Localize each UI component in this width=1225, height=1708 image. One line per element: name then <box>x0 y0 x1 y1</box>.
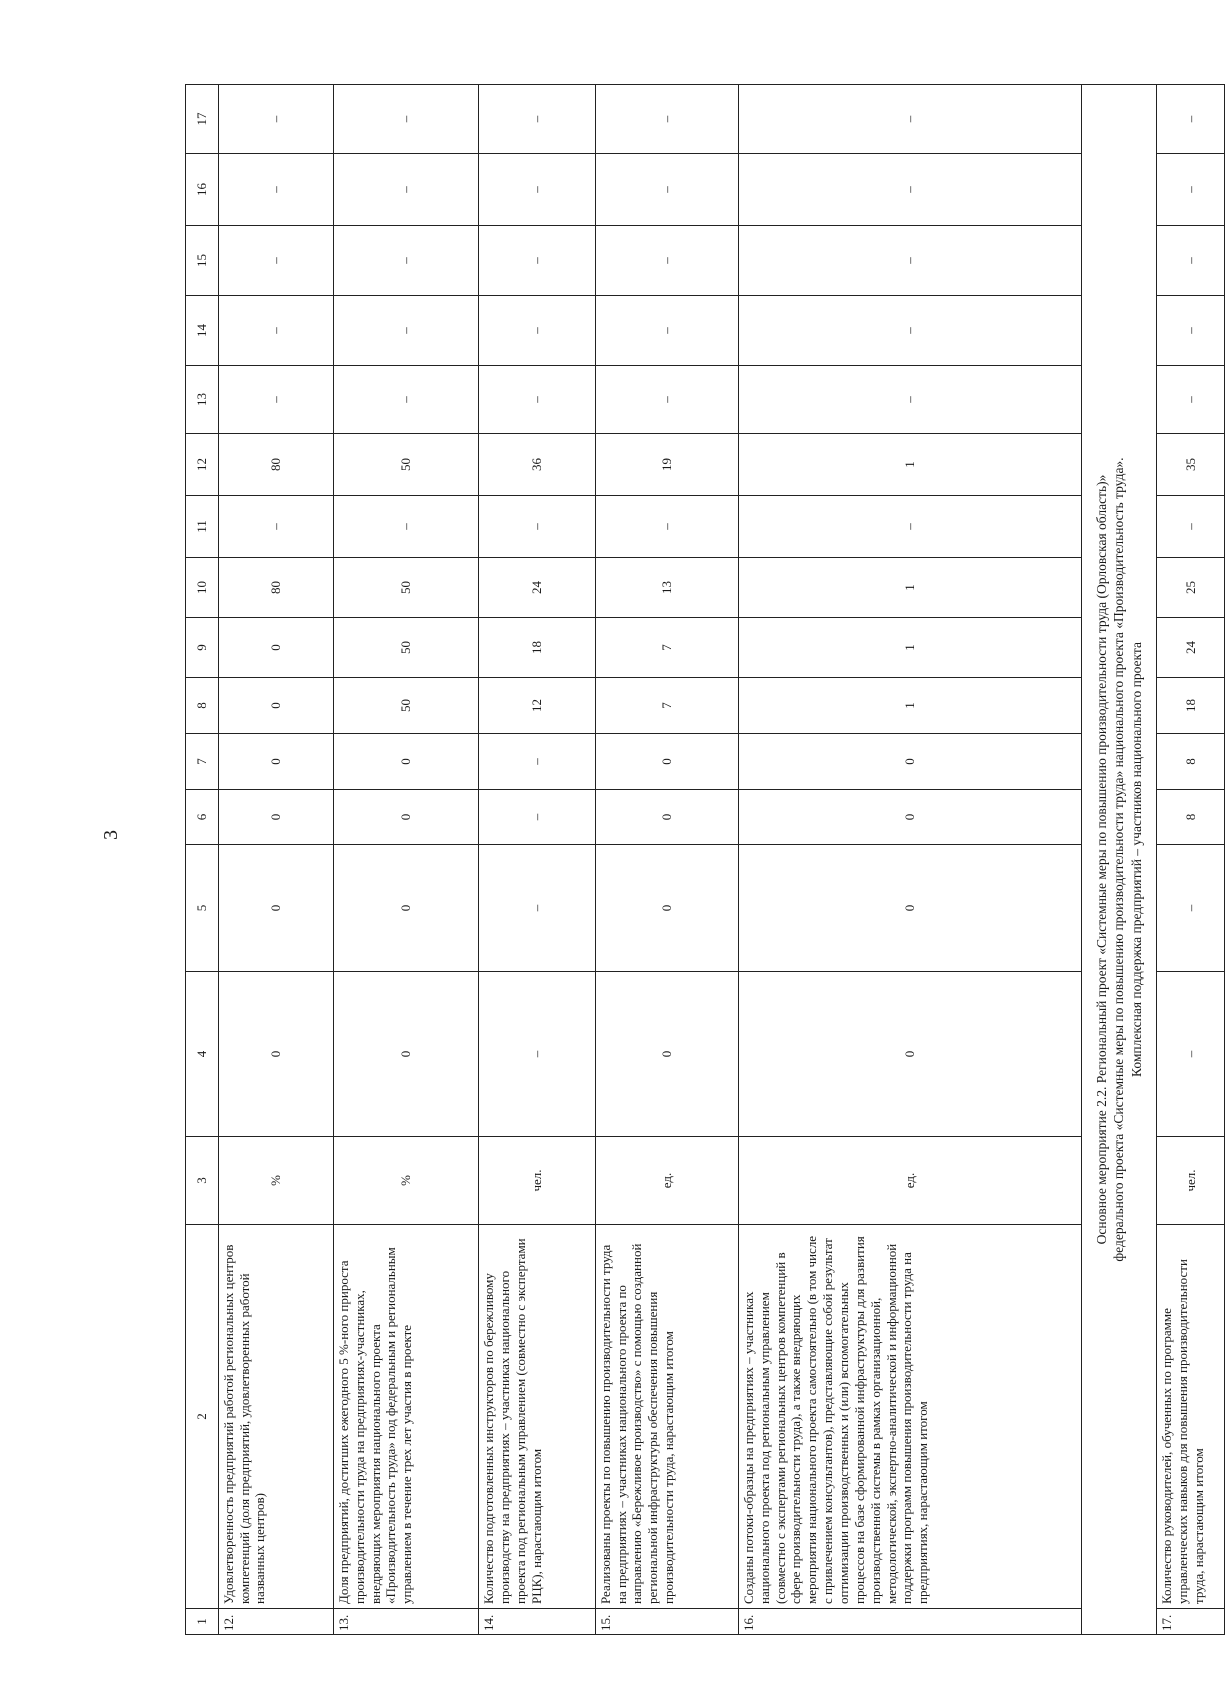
value-cell: 8 <box>1157 790 1225 845</box>
unit-cell: чел. <box>479 1137 595 1225</box>
value-cell: 1 <box>738 678 1081 734</box>
value-cell: 1 <box>738 434 1081 496</box>
header-cell: 17 <box>186 85 219 154</box>
value-cell: 0 <box>333 790 478 845</box>
value-cell: – <box>479 734 595 790</box>
value-cell: 50 <box>333 618 478 678</box>
row-number: 13. <box>333 1609 478 1635</box>
value-cell: – <box>479 845 595 972</box>
value-cell: – <box>595 366 738 434</box>
table-row <box>1157 85 1225 1635</box>
unit-cell: % <box>333 1137 478 1225</box>
indicator-name: Реализованы проекты по повышению производительности труда на предприятиях – участниках национального проекта по направлению «Бережливое производство» с помощью созданной региональной инфраструктуры обеспечения повышения производительности труда, нарастающим итогом <box>595 1225 738 1609</box>
unit-cell: % <box>218 1137 333 1225</box>
value-cell: – <box>479 496 595 558</box>
value-cell: – <box>1157 972 1225 1137</box>
value-cell: 0 <box>595 790 738 845</box>
value-cell: 24 <box>1157 618 1225 678</box>
value-cell: – <box>479 226 595 296</box>
value-cell: – <box>1157 154 1225 226</box>
header-cell: 13 <box>186 366 219 434</box>
value-cell: 80 <box>218 558 333 618</box>
value-cell: 12 <box>479 678 595 734</box>
header-cell: 6 <box>186 790 219 845</box>
unit-cell: ед. <box>595 1137 738 1225</box>
value-cell: – <box>1157 226 1225 296</box>
table-row <box>333 85 478 1635</box>
value-cell: 0 <box>218 618 333 678</box>
value-cell: – <box>595 296 738 366</box>
header-cell: 15 <box>186 226 219 296</box>
value-cell: 0 <box>738 845 1081 972</box>
value-cell: – <box>1157 496 1225 558</box>
row-number: 17. <box>1157 1609 1225 1635</box>
value-cell: – <box>738 154 1081 226</box>
value-cell: 0 <box>595 734 738 790</box>
header-cell: 12 <box>186 434 219 496</box>
value-cell: – <box>218 296 333 366</box>
indicator-name: Доля предприятий, достигших ежегодного 5 %-ного прироста производительности труда на предприятиях-участниках, внедряющих мероприятия национального проекта «Производительность труда» под федеральным и региональным управлением в течение трех лет участия в проекте <box>333 1225 478 1609</box>
value-cell: 50 <box>333 434 478 496</box>
value-cell: 25 <box>1157 558 1225 618</box>
value-cell: – <box>595 85 738 154</box>
unit-cell: чел. <box>1157 1137 1225 1225</box>
indicator-name: Количество подготовленных инструкторов по бережливому производству на предприятиях – участниках национального проекта под региональным управлением (совместно с экспертами РЦК), нарастающим итогом <box>479 1225 595 1609</box>
value-cell: – <box>218 154 333 226</box>
value-cell: 0 <box>595 972 738 1137</box>
value-cell: 0 <box>595 845 738 972</box>
header-cell: 10 <box>186 558 219 618</box>
value-cell: – <box>479 972 595 1137</box>
value-cell: – <box>1157 366 1225 434</box>
value-cell: 35 <box>1157 434 1225 496</box>
section-heading-line: федерального проекта «Системные меры по повышению производительности труда» национального проекта «Производительность труда». <box>1111 457 1127 1262</box>
section-heading-line: Комплексная поддержка предприятий – участников национального проекта <box>1128 642 1144 1077</box>
value-cell: 0 <box>218 678 333 734</box>
header-cell: 1 <box>186 1609 219 1635</box>
value-cell: 0 <box>333 845 478 972</box>
value-cell: – <box>218 496 333 558</box>
value-cell: 0 <box>218 972 333 1137</box>
value-cell: 24 <box>479 558 595 618</box>
value-cell: – <box>333 226 478 296</box>
value-cell: – <box>738 366 1081 434</box>
row-number: 15. <box>595 1609 738 1635</box>
row-number: 14. <box>479 1609 595 1635</box>
header-cell: 7 <box>186 734 219 790</box>
value-cell: 19 <box>595 434 738 496</box>
value-cell: 7 <box>595 618 738 678</box>
indicators-table <box>185 84 1225 1635</box>
value-cell: – <box>1157 296 1225 366</box>
row-number: 16. <box>738 1609 1081 1635</box>
value-cell: 36 <box>479 434 595 496</box>
value-cell: 0 <box>218 845 333 972</box>
header-cell: 5 <box>186 845 219 972</box>
page-number: 3 <box>100 830 122 840</box>
header-cell: 3 <box>186 1137 219 1225</box>
value-cell: – <box>479 85 595 154</box>
value-cell: – <box>218 226 333 296</box>
header-cell: 16 <box>186 154 219 226</box>
row-number: 12. <box>218 1609 333 1635</box>
value-cell: 0 <box>218 790 333 845</box>
value-cell: 8 <box>1157 734 1225 790</box>
value-cell: – <box>479 366 595 434</box>
table-row <box>479 85 595 1635</box>
value-cell: – <box>479 154 595 226</box>
header-cell: 14 <box>186 296 219 366</box>
value-cell: 7 <box>595 678 738 734</box>
indicator-name: Удовлетворенность предприятий работой региональных центров компетенций (доля предприятий, удовлетворенных работой названных центров) <box>218 1225 333 1609</box>
value-cell: – <box>333 366 478 434</box>
value-cell: – <box>218 85 333 154</box>
value-cell: – <box>738 85 1081 154</box>
value-cell: – <box>479 790 595 845</box>
value-cell: – <box>595 226 738 296</box>
value-cell: – <box>738 296 1081 366</box>
value-cell: – <box>1157 845 1225 972</box>
indicator-name: Количество руководителей, обученных по программе управленческих навыков для повышения производительности труда, нарастающим итогом <box>1157 1225 1225 1609</box>
value-cell: 1 <box>738 618 1081 678</box>
value-cell: 0 <box>738 972 1081 1137</box>
value-cell: – <box>333 296 478 366</box>
value-cell: – <box>595 154 738 226</box>
value-cell: 0 <box>218 734 333 790</box>
value-cell: – <box>595 496 738 558</box>
value-cell: – <box>333 85 478 154</box>
value-cell: 0 <box>333 734 478 790</box>
section-heading <box>1081 85 1156 1635</box>
value-cell: 80 <box>218 434 333 496</box>
header-cell: 9 <box>186 618 219 678</box>
value-cell: 1 <box>738 558 1081 618</box>
value-cell: 13 <box>595 558 738 618</box>
value-cell: – <box>738 496 1081 558</box>
value-cell: – <box>333 154 478 226</box>
value-cell: – <box>479 296 595 366</box>
value-cell: 0 <box>738 734 1081 790</box>
value-cell: – <box>738 226 1081 296</box>
value-cell: 18 <box>479 618 595 678</box>
column-number-header <box>186 85 219 1635</box>
value-cell: 0 <box>333 972 478 1137</box>
value-cell: 0 <box>738 790 1081 845</box>
rotated-table-container <box>185 85 1225 1635</box>
header-cell: 2 <box>186 1225 219 1609</box>
header-cell: 4 <box>186 972 219 1137</box>
section-heading-line: Основное мероприятие 2.2. Региональный проект «Системные меры по повышению производительности труда (Орловская область)» <box>1093 474 1109 1245</box>
unit-cell: ед. <box>738 1137 1081 1225</box>
header-cell: 8 <box>186 678 219 734</box>
table-row <box>595 85 738 1635</box>
indicator-name: Созданы потоки-образцы на предприятиях – участниках национального проекта под региональным управлением (совместно с экспертами региональных центров компетенций в сфере производительности труда), а также внедряющих мероприятия национального проекта самостоятельно (в том числе с привлечением консультантов), представляющие собой результат оптимизации производственных и (или) вспомогательных процессов на базе сформированной инфраструктуры для развития производственной системы в рамках организационной, методологической, экспертно-аналитической и информационной поддержки программ повышения производительности труда на предприятиях, нарастающим итогом <box>738 1225 1081 1609</box>
value-cell: 18 <box>1157 678 1225 734</box>
section-heading-row <box>1081 85 1156 1635</box>
value-cell: – <box>218 366 333 434</box>
header-cell: 11 <box>186 496 219 558</box>
table-row <box>218 85 333 1635</box>
table-row <box>738 85 1081 1635</box>
value-cell: – <box>333 496 478 558</box>
value-cell: – <box>1157 85 1225 154</box>
value-cell: 50 <box>333 678 478 734</box>
value-cell: 50 <box>333 558 478 618</box>
